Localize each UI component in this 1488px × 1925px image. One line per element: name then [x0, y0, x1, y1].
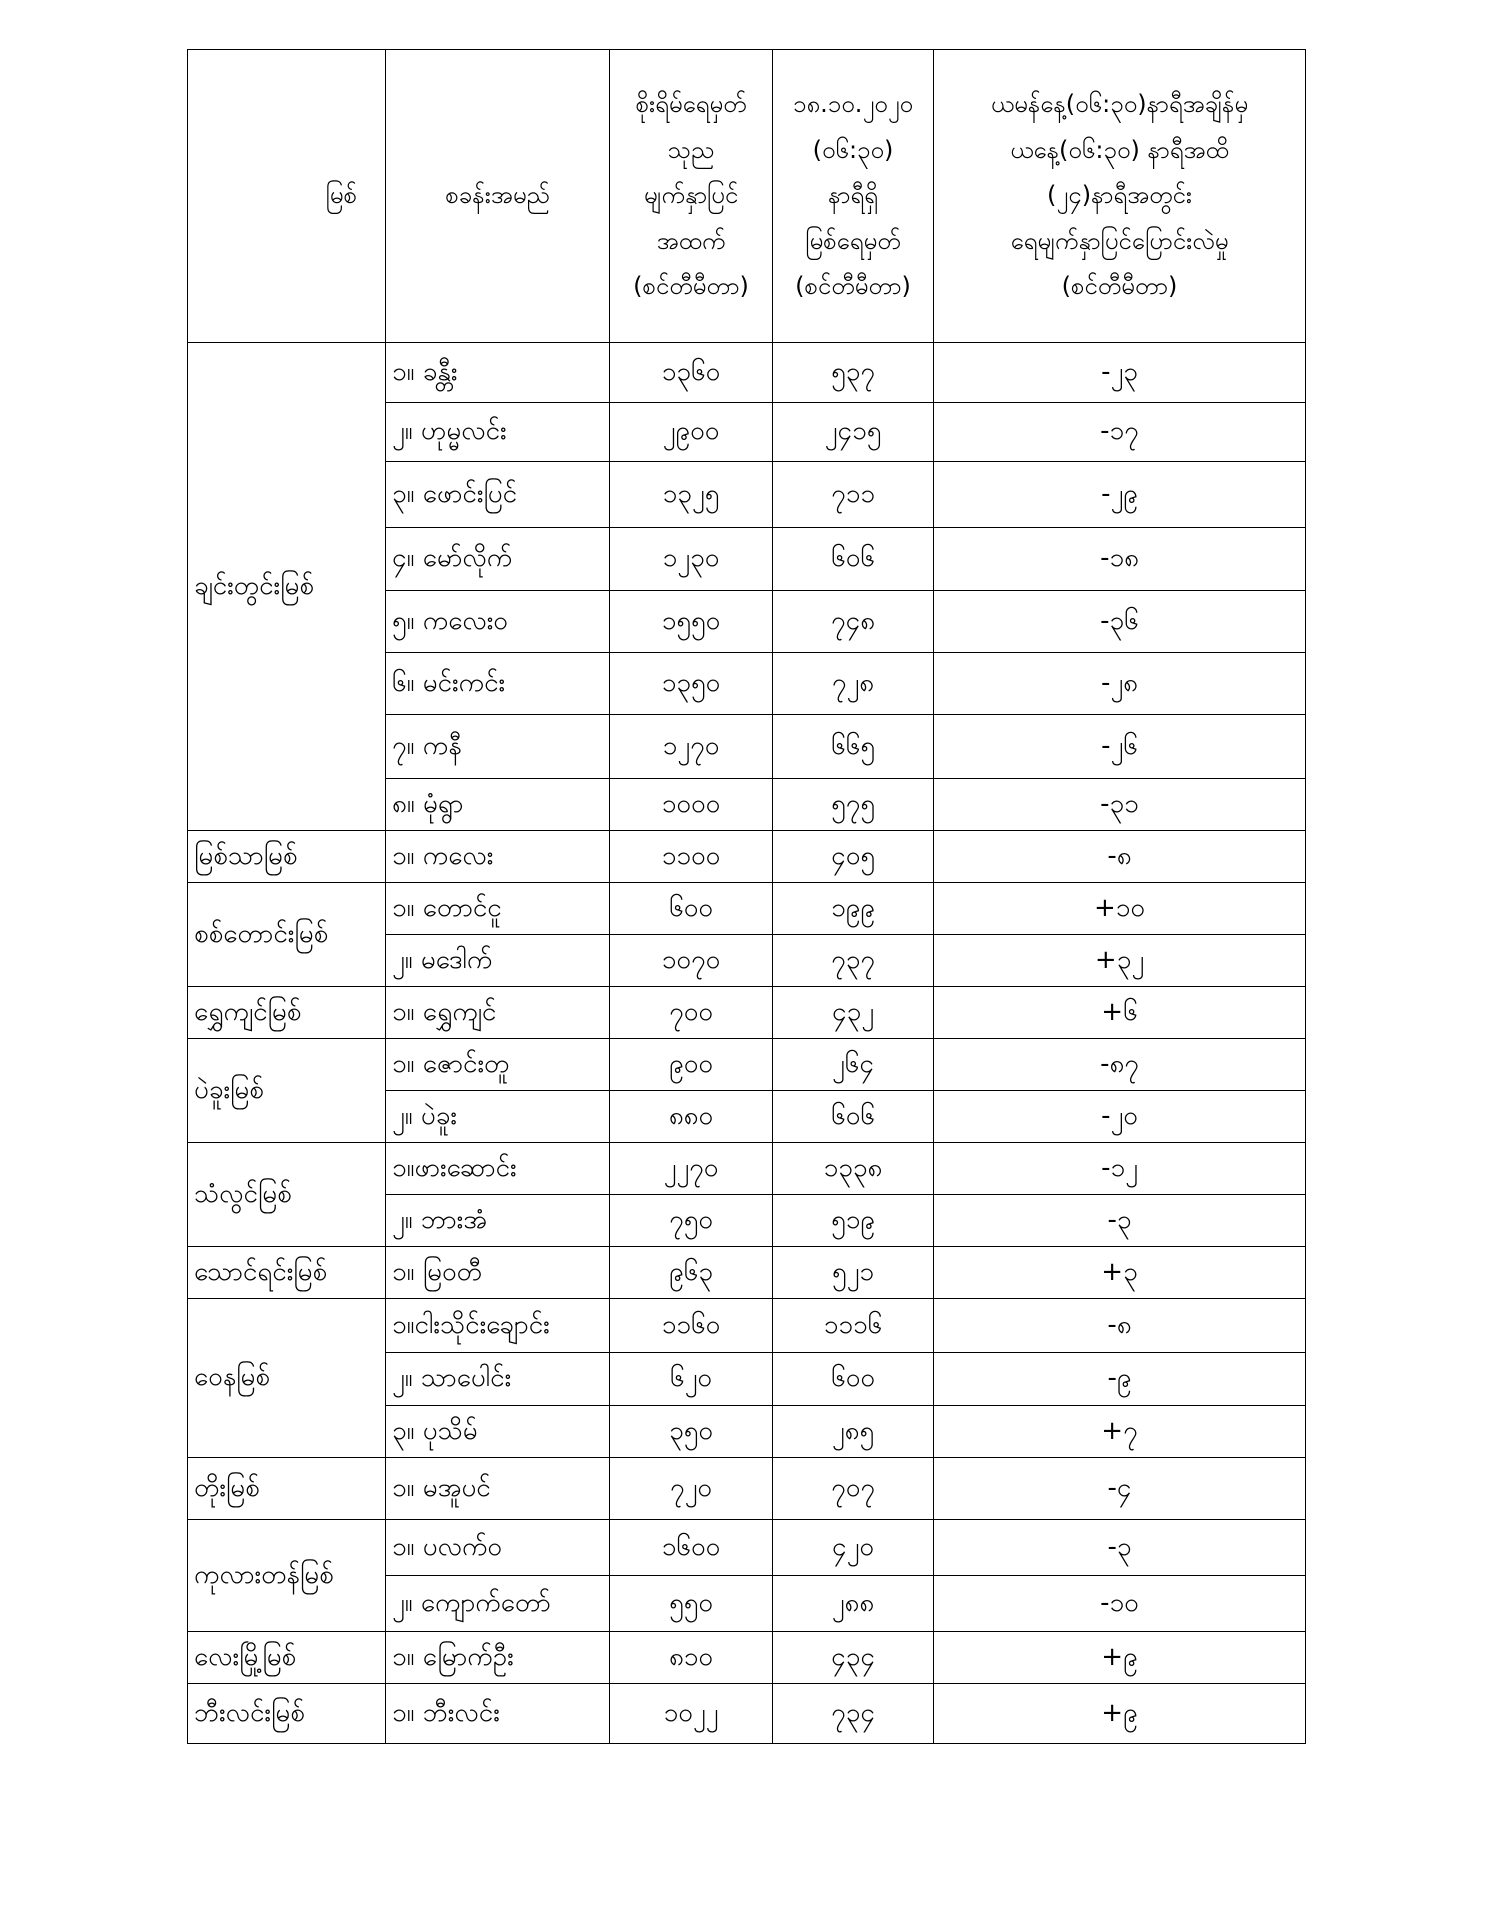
current-level: ၂၈၈ [773, 1576, 934, 1632]
station-name: ၅။ ကလေးဝ [386, 591, 610, 653]
current-level: ၄၀၅ [773, 831, 934, 883]
current-level: ၇၃၇ [773, 935, 934, 987]
river-name: ချင်းတွင်းမြစ် [188, 343, 386, 831]
station-name: ၂။ ပဲခူး [386, 1091, 610, 1143]
table-row [188, 987, 1306, 1039]
danger-level: ၆၀၀ [610, 883, 773, 935]
header-24h-change: ယမန်နေ့(၀၆:၃၀)နာရီအချိန်မှ ယနေ့(၀၆:၃၀) နာရီအထိ (၂၄)နာရီအတွင်း ရေမျက်နှာပြင်ပြောင်းလဲမှု (စင်တီမီတာ) [934, 50, 1306, 343]
current-level: ၅၇၅ [773, 779, 934, 831]
level-change: -၁၈ [934, 528, 1306, 591]
station-name: ၄။ မော်လိုက် [386, 528, 610, 591]
level-change: -၈ [934, 1299, 1306, 1353]
current-level: ၄၃၂ [773, 987, 934, 1039]
current-level: ၄၃၄ [773, 1632, 934, 1684]
river-name: ရွှေကျင်မြစ် [188, 987, 386, 1039]
river-name: မြစ်သာမြစ် [188, 831, 386, 883]
station-name: ၁။ မြောက်ဦး [386, 1632, 610, 1684]
table-row [188, 1632, 1306, 1684]
danger-level: ၇၅၀ [610, 1195, 773, 1247]
station-name: ၂။ မဒေါက် [386, 935, 610, 987]
level-change: +၃ [934, 1247, 1306, 1299]
current-level: ၇၄၈ [773, 591, 934, 653]
station-name: ၂။ ဟုမ္မလင်း [386, 403, 610, 462]
station-name: ၁။ ပလက်ဝ [386, 1520, 610, 1576]
river-name: ကုလားတန်မြစ် [188, 1520, 386, 1632]
table-row [188, 1520, 1306, 1576]
current-level: ၁၃၃၈ [773, 1143, 934, 1195]
danger-level: ၅၅၀ [610, 1576, 773, 1632]
danger-level: ၁၃၆၀ [610, 343, 773, 403]
current-level: ၇၂၈ [773, 653, 934, 715]
level-change: +၁၀ [934, 883, 1306, 935]
table-row [188, 1458, 1306, 1520]
station-name: ၆။ မင်းကင်း [386, 653, 610, 715]
danger-level: ၁၂၇၀ [610, 715, 773, 779]
station-name: ၁။ ကလေး [386, 831, 610, 883]
danger-level: ၉၀၀ [610, 1039, 773, 1091]
river-name: သောင်ရင်းမြစ် [188, 1247, 386, 1299]
station-name: ၂။ ဘားအံ [386, 1195, 610, 1247]
danger-level: ၂၉၀၀ [610, 403, 773, 462]
level-change: -၂၃ [934, 343, 1306, 403]
level-change: +၉ [934, 1684, 1306, 1744]
water-level-table [187, 49, 1306, 1744]
station-name: ၁။ဖားဆောင်း [386, 1143, 610, 1195]
header-danger-level: စိုးရိမ်ရေမှတ် သုည မျက်နှာပြင် အထက် (စင်တီမီတာ) [610, 50, 773, 343]
danger-level: ၁၆၀၀ [610, 1520, 773, 1576]
table-row [188, 1299, 1306, 1353]
table-row [188, 1684, 1306, 1744]
level-change: +၇ [934, 1406, 1306, 1458]
current-level: ၁၉၉ [773, 883, 934, 935]
level-change: +၉ [934, 1632, 1306, 1684]
current-level: ၆၀၆ [773, 1091, 934, 1143]
current-level: ၅၁၉ [773, 1195, 934, 1247]
current-level: ၇၃၄ [773, 1684, 934, 1744]
header-river: မြစ် [188, 50, 386, 343]
danger-level: ၁၂၃၀ [610, 528, 773, 591]
header-station: စခန်းအမည် [386, 50, 610, 343]
level-change: -၁၂ [934, 1143, 1306, 1195]
current-level: ၂၄၁၅ [773, 403, 934, 462]
current-level: ၆၀၆ [773, 528, 934, 591]
level-change: -၁၇ [934, 403, 1306, 462]
station-name: ၁။ ရွှေကျင် [386, 987, 610, 1039]
header-current-level: ၁၈.၁၀.၂၀၂၀ (၀၆:၃၀) နာရီရှိ မြစ်ရေမှတ် (စင်တီမီတာ) [773, 50, 934, 343]
danger-level: ၇၀၀ [610, 987, 773, 1039]
level-change: -၄ [934, 1458, 1306, 1520]
level-change: -၂၀ [934, 1091, 1306, 1143]
table-row [188, 1247, 1306, 1299]
current-level: ၅၂၁ [773, 1247, 934, 1299]
level-change: -၃ [934, 1195, 1306, 1247]
current-level: ၂၆၄ [773, 1039, 934, 1091]
current-level: ၁၁၁၆ [773, 1299, 934, 1353]
table-row [188, 831, 1306, 883]
river-name: သံလွင်မြစ် [188, 1143, 386, 1247]
river-name: ဝေနမြစ် [188, 1299, 386, 1458]
current-level: ၅၃၇ [773, 343, 934, 403]
current-level: ၇၁၁ [773, 462, 934, 528]
station-name: ၂။ ကျောက်တော် [386, 1576, 610, 1632]
station-name: ၁။ ဇောင်းတူ [386, 1039, 610, 1091]
level-change: -၈၇ [934, 1039, 1306, 1091]
danger-level: ၁၃၂၅ [610, 462, 773, 528]
danger-level: ၁၅၅၀ [610, 591, 773, 653]
table-header-row [188, 50, 1306, 343]
station-name: ၃။ ပုသိမ် [386, 1406, 610, 1458]
table-row [188, 1039, 1306, 1091]
danger-level: ၉၆၃ [610, 1247, 773, 1299]
level-change: +၆ [934, 987, 1306, 1039]
level-change: -၃ [934, 1520, 1306, 1576]
station-name: ၁။ တောင်ငူ [386, 883, 610, 935]
river-name: စစ်တောင်းမြစ် [188, 883, 386, 987]
danger-level: ၁၀၂၂ [610, 1684, 773, 1744]
danger-level: ၈၁၀ [610, 1632, 773, 1684]
river-name: ပဲခူးမြစ် [188, 1039, 386, 1143]
station-name: ၁။ငါးသိုင်းချောင်း [386, 1299, 610, 1353]
station-name: ၁။ ဘီးလင်း [386, 1684, 610, 1744]
danger-level: ၁၁၆၀ [610, 1299, 773, 1353]
danger-level: ၃၅၀ [610, 1406, 773, 1458]
current-level: ၆၆၅ [773, 715, 934, 779]
current-level: ၇၀၇ [773, 1458, 934, 1520]
danger-level: ၈၈၀ [610, 1091, 773, 1143]
table-row [188, 343, 1306, 403]
station-name: ၃။ ဖောင်းပြင် [386, 462, 610, 528]
danger-level: ၁၁၀၀ [610, 831, 773, 883]
level-change: -၉ [934, 1353, 1306, 1406]
current-level: ၂၈၅ [773, 1406, 934, 1458]
station-name: ၁။ မြဝတီ [386, 1247, 610, 1299]
station-name: ၁။ ခန္တီး [386, 343, 610, 403]
level-change: +၃၂ [934, 935, 1306, 987]
danger-level: ၂၂၇၀ [610, 1143, 773, 1195]
danger-level: ၇၂၀ [610, 1458, 773, 1520]
table-row [188, 883, 1306, 935]
level-change: -၂၆ [934, 715, 1306, 779]
danger-level: ၁၀၇၀ [610, 935, 773, 987]
river-name: ဘီးလင်းမြစ် [188, 1684, 386, 1744]
river-name: တိုးမြစ် [188, 1458, 386, 1520]
level-change: -၂၉ [934, 462, 1306, 528]
level-change: -၈ [934, 831, 1306, 883]
station-name: ၁။ မအူပင် [386, 1458, 610, 1520]
level-change: -၃၆ [934, 591, 1306, 653]
current-level: ၆၀၀ [773, 1353, 934, 1406]
level-change: -၂၈ [934, 653, 1306, 715]
level-change: -၁၀ [934, 1576, 1306, 1632]
danger-level: ၁၃၅၀ [610, 653, 773, 715]
danger-level: ၆၂၀ [610, 1353, 773, 1406]
danger-level: ၁၀၀၀ [610, 779, 773, 831]
station-name: ၂။ သာပေါင်း [386, 1353, 610, 1406]
current-level: ၄၂၀ [773, 1520, 934, 1576]
station-name: ၈။ မုံရွာ [386, 779, 610, 831]
table-row [188, 1143, 1306, 1195]
station-name: ၇။ ကနီ [386, 715, 610, 779]
level-change: -၃၁ [934, 779, 1306, 831]
river-name: လေးမြို့မြစ် [188, 1632, 386, 1684]
